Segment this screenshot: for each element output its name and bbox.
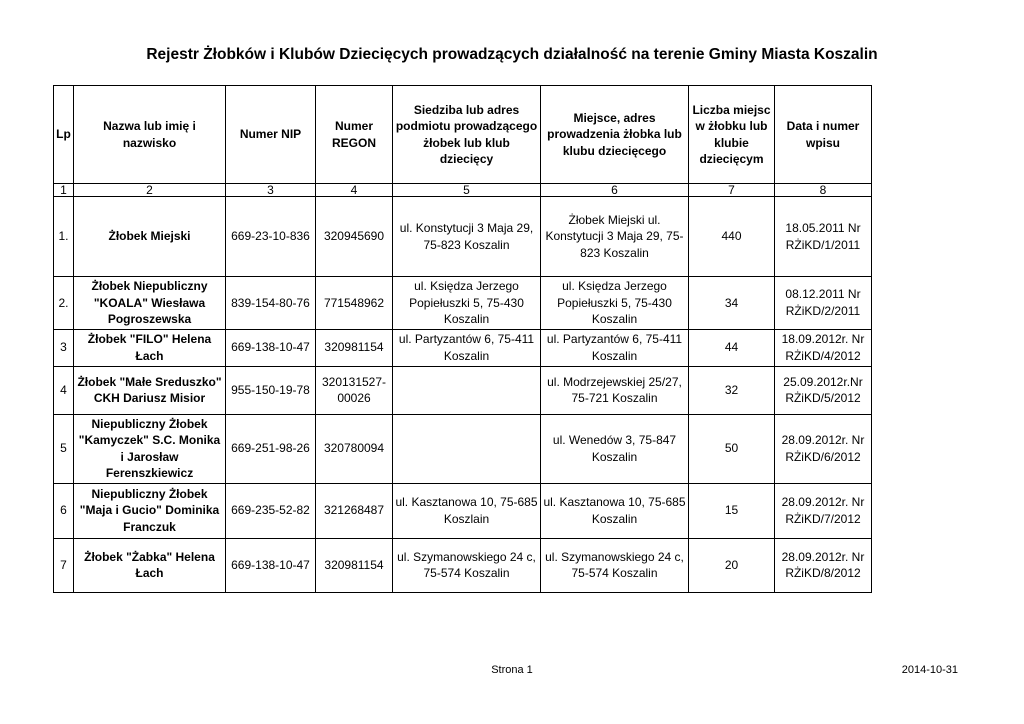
column-number: 5 bbox=[393, 184, 541, 197]
row-siedziba: ul. Konstytucji 3 Maja 29, 75-823 Koszalin bbox=[393, 197, 541, 277]
row-liczba: 20 bbox=[689, 538, 775, 592]
row-data: 28.09.2012r. Nr RŻiKD/6/2012 bbox=[775, 414, 872, 483]
row-data: 08.12.2011 Nr RŻiKD/2/2011 bbox=[775, 277, 872, 330]
row-data: 18.05.2011 Nr RŻiKD/1/2011 bbox=[775, 197, 872, 277]
row-liczba: 34 bbox=[689, 277, 775, 330]
row-data: 25.09.2012r.Nr RŻiKD/5/2012 bbox=[775, 366, 872, 414]
page-number: Strona 1 bbox=[491, 664, 533, 676]
column-number-row bbox=[54, 184, 872, 197]
table-row bbox=[54, 483, 872, 538]
column-number: 7 bbox=[689, 184, 775, 197]
row-lp: 5 bbox=[54, 414, 74, 483]
column-number: 2 bbox=[74, 184, 226, 197]
row-regon: 320945690 bbox=[316, 197, 393, 277]
row-liczba: 32 bbox=[689, 366, 775, 414]
row-siedziba: ul. Szymanowskiego 24 c, 75-574 Koszalin bbox=[393, 538, 541, 592]
header-data: Data i numer wpisu bbox=[775, 86, 872, 184]
row-data: 18.09.2012r. Nr RŻiKD/4/2012 bbox=[775, 329, 872, 366]
column-number: 1 bbox=[54, 184, 74, 197]
row-nazwa: Niepubliczny Żłobek "Maja i Gucio" Dominika Franczuk bbox=[74, 483, 226, 538]
table-row bbox=[54, 538, 872, 592]
row-miejsce: ul. Szymanowskiego 24 c, 75-574 Koszalin bbox=[541, 538, 689, 592]
header-nip: Numer NIP bbox=[226, 86, 316, 184]
row-miejsce: ul. Modrzejewskiej 25/27, 75-721 Koszalin bbox=[541, 366, 689, 414]
row-nip: 669-138-10-47 bbox=[226, 329, 316, 366]
row-siedziba: ul. Partyzantów 6, 75-411 Koszalin bbox=[393, 329, 541, 366]
column-number: 8 bbox=[775, 184, 872, 197]
column-number: 6 bbox=[541, 184, 689, 197]
column-number: 4 bbox=[316, 184, 393, 197]
row-data: 28.09.2012r. Nr RŻiKD/7/2012 bbox=[775, 483, 872, 538]
row-miejsce: ul. Kasztanowa 10, 75-685 Koszalin bbox=[541, 483, 689, 538]
row-lp: 3 bbox=[54, 329, 74, 366]
header-siedziba: Siedziba lub adres podmiotu prowadzącego żłobek lub klub dziecięcy bbox=[393, 86, 541, 184]
row-siedziba: ul. Kasztanowa 10, 75-685 Koszlain bbox=[393, 483, 541, 538]
row-lp: 6 bbox=[54, 483, 74, 538]
row-miejsce: ul. Wenedów 3, 75-847 Koszalin bbox=[541, 414, 689, 483]
row-regon: 321268487 bbox=[316, 483, 393, 538]
header-regon: Numer REGON bbox=[316, 86, 393, 184]
table-row bbox=[54, 366, 872, 414]
header-liczba: Liczba miejsc w żłobku lub klubie dziecięcym bbox=[689, 86, 775, 184]
row-nip: 669-235-52-82 bbox=[226, 483, 316, 538]
row-nip: 669-138-10-47 bbox=[226, 538, 316, 592]
row-nazwa: Żłobek "FILO" Helena Łach bbox=[74, 329, 226, 366]
column-number: 3 bbox=[226, 184, 316, 197]
header-row bbox=[54, 86, 872, 184]
row-regon: 320780094 bbox=[316, 414, 393, 483]
table-row bbox=[54, 414, 872, 483]
row-liczba: 15 bbox=[689, 483, 775, 538]
header-nazwa: Nazwa lub imię i nazwisko bbox=[74, 86, 226, 184]
row-siedziba: ul. Księdza Jerzego Popiełuszki 5, 75-430 Koszalin bbox=[393, 277, 541, 330]
row-liczba: 440 bbox=[689, 197, 775, 277]
row-nazwa: Niepubliczny Żłobek "Kamyczek" S.C. Monika i Jarosław Ferenszkiewicz bbox=[74, 414, 226, 483]
row-regon: 320981154 bbox=[316, 329, 393, 366]
row-regon: 320981154 bbox=[316, 538, 393, 592]
row-nip: 669-23-10-836 bbox=[226, 197, 316, 277]
row-data: 28.09.2012r. Nr RŻiKD/8/2012 bbox=[775, 538, 872, 592]
row-siedziba bbox=[393, 414, 541, 483]
row-nip: 955-150-19-78 bbox=[226, 366, 316, 414]
row-nip: 669-251-98-26 bbox=[226, 414, 316, 483]
table-row bbox=[54, 277, 872, 330]
registry-table bbox=[53, 85, 872, 593]
row-nazwa: Żłobek Miejski bbox=[74, 197, 226, 277]
print-date: 2014-10-31 bbox=[901, 664, 958, 676]
row-miejsce: ul. Księdza Jerzego Popiełuszki 5, 75-430 Koszalin bbox=[541, 277, 689, 330]
row-siedziba bbox=[393, 366, 541, 414]
header-lp: Lp bbox=[54, 86, 74, 184]
row-nazwa: Żłobek "Małe Sreduszko" CKH Dariusz Misior bbox=[74, 366, 226, 414]
row-nazwa: Żłobek Niepubliczny "KOALA" Wiesława Pogroszewska bbox=[74, 277, 226, 330]
row-regon: 320131527-00026 bbox=[316, 366, 393, 414]
row-lp: 4 bbox=[54, 366, 74, 414]
table-row bbox=[54, 197, 872, 277]
row-liczba: 50 bbox=[689, 414, 775, 483]
row-miejsce: Żłobek Miejski ul. Konstytucji 3 Maja 29, 75-823 Koszalin bbox=[541, 197, 689, 277]
row-nazwa: Żłobek "Żabka" Helena Łach bbox=[74, 538, 226, 592]
row-lp: 1. bbox=[54, 197, 74, 277]
row-lp: 2. bbox=[54, 277, 74, 330]
row-regon: 771548962 bbox=[316, 277, 393, 330]
row-nip: 839-154-80-76 bbox=[226, 277, 316, 330]
row-lp: 7 bbox=[54, 538, 74, 592]
row-miejsce: ul. Partyzantów 6, 75-411 Koszalin bbox=[541, 329, 689, 366]
row-liczba: 44 bbox=[689, 329, 775, 366]
page-title: Rejestr Żłobków i Klubów Dziecięcych prowadzących działalność na terenie Gminy Miasta Koszalin bbox=[146, 46, 878, 63]
header-miejsce: Miejsce, adres prowadzenia żłobka lub klubu dziecięcego bbox=[541, 86, 689, 184]
table-row bbox=[54, 329, 872, 366]
